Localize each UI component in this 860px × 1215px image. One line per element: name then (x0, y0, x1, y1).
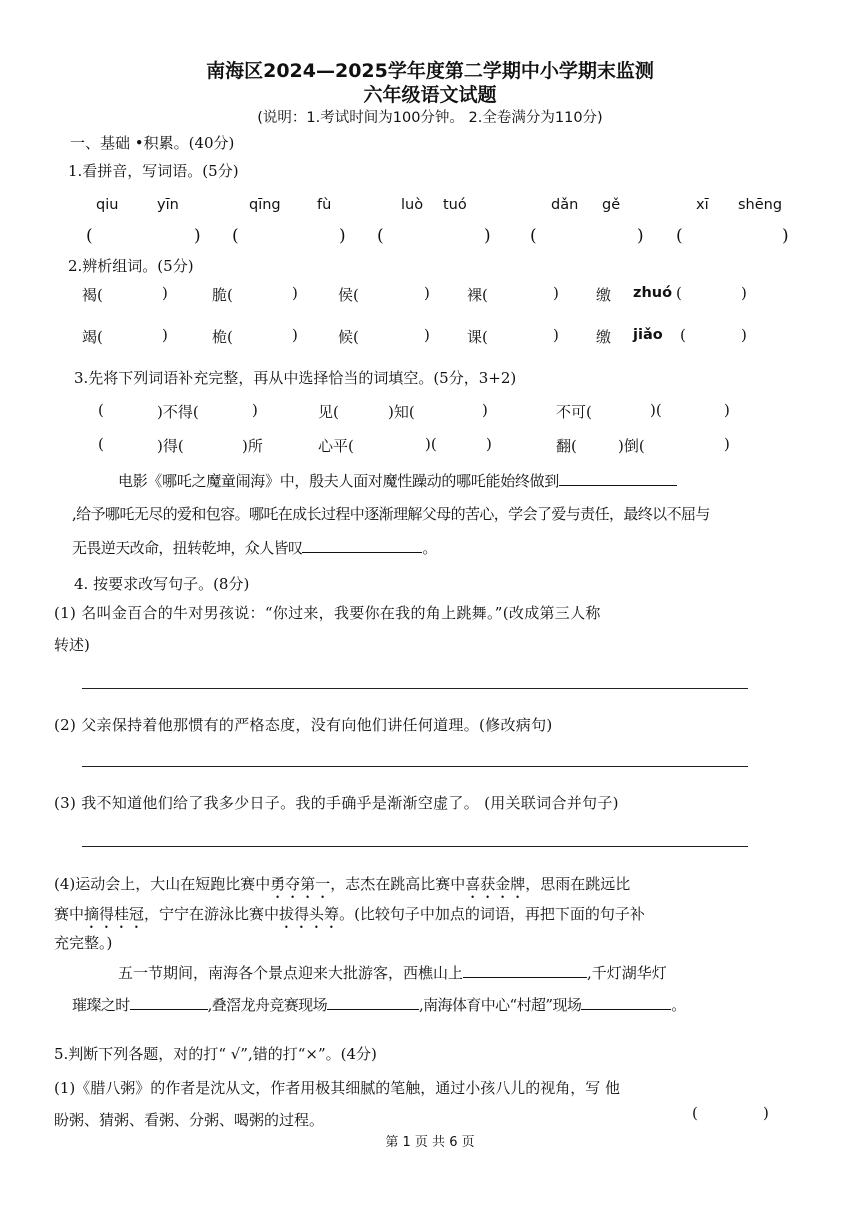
q2-r2-pinyin: jiǎo (633, 327, 663, 343)
q1-label: 1.看拼音，写词语。(5分) (68, 162, 239, 180)
q1-pinyin-1a: qiu (96, 197, 119, 213)
q5-label: 5.判断下列各题，对的打“ √”,错的打“×”。(4分) (54, 1045, 377, 1063)
q3-paragraph-line2: ,给予哪吒无尽的爱和包容。哪吒在成长过程中逐渐理解父母的苦心，学会了爱与责任，最终以不屈与 (72, 505, 710, 523)
q4-s4-text-c: ，志杰在跳高比赛中 (330, 875, 466, 893)
q1-pinyin-4b: gě (602, 197, 621, 213)
q4-s4-p1-end: ,千灯湖华灯 (587, 964, 667, 982)
q4-s4-p2-text-b: ,叠滘龙舟竞赛现场 (207, 996, 327, 1014)
q3-answer-blank-1[interactable] (559, 471, 677, 486)
q3-r2-a: ( (98, 435, 104, 453)
q4-s4-p2-text-c: ,南海体育中心“村超”现场 (418, 996, 582, 1014)
q3-r1-i: ) (724, 401, 730, 419)
q1-pinyin-3b: tuó (443, 197, 467, 213)
page-footer: 第 1 页 共 6 页 (385, 1135, 475, 1150)
q2-r2-c5-open: ( (680, 326, 686, 344)
q1-pinyin-5b: shēng (738, 197, 783, 213)
q2-r1-c5: 缴 (596, 286, 612, 304)
q5-s1-line2: 盼粥、猜粥、看粥、分粥、喝粥的过程。 (54, 1111, 325, 1129)
q1-box1-open: ( (86, 226, 93, 246)
q4-s4-para2 (72, 994, 686, 1015)
q1-box5-close: ) (782, 226, 789, 246)
q4-s1-line1: (1) 名叫金百合的牛对男孩说：“你过来，我要你在我的角上跳舞。”(改成第三人称 (54, 604, 601, 622)
q3-r2-c: )所 (242, 437, 263, 455)
q2-r2-c4-close: ) (553, 326, 559, 344)
q3-r1-f: ) (482, 401, 488, 419)
q4-s2: (2) 父亲保持着他那惯有的严格态度，没有向他们讲任何道理。(修改病句) (54, 716, 553, 734)
q1-box3-close: ) (484, 226, 491, 246)
q4-s4-text-2c: ，宁宁在游泳比赛中 (144, 905, 280, 923)
q3-paragraph-line3 (72, 537, 437, 558)
q3-answer-blank-2[interactable] (302, 538, 422, 553)
q4-s1-answer-line[interactable] (82, 688, 748, 689)
q2-r2-c3: 候( (338, 328, 359, 346)
q4-s4-dotted-word-2: 喜获金牌 (465, 875, 526, 893)
q1-pinyin-5a: xī (696, 197, 709, 213)
q3-para-text1: 电影《哪吒之魔童闹海》中，殷夫人面对魔性躁动的哪吒能始终做到 (118, 472, 560, 490)
q4-s4-line3: 充完整。) (54, 934, 113, 952)
q3-r2-g: 翻( (556, 437, 577, 455)
q3-r1-a: ( (98, 401, 104, 419)
q3-r2-i: ) (724, 435, 730, 453)
exam-note: (说明：1.考试时间为100分钟。 2.全卷满分为110分) (257, 110, 603, 126)
q4-s4-dotted-word-3: 摘得桂冠 (84, 905, 145, 923)
q2-r1-c5-open: ( (676, 284, 682, 302)
q4-s1-line2: 转述) (54, 636, 90, 654)
q3-r1-c: ) (252, 401, 258, 419)
q4-label: 4. 按要求改写句子。(8分) (74, 575, 250, 593)
q4-s4-p2-text-a: 璀璨之时 (72, 996, 130, 1014)
q4-s4-blank-2[interactable] (130, 995, 208, 1010)
q3-r2-h: )倒( (618, 437, 645, 455)
q5-s1-paren-close: ) (763, 1104, 769, 1122)
q4-s4-blank-4[interactable] (581, 995, 671, 1010)
q4-s3: (3) 我不知道他们给了我多少日子。我的手确乎是渐渐空虚了。 (用关联词合并句子) (54, 794, 619, 812)
q2-r2-c4: 课( (467, 328, 488, 346)
q4-s4-dotted-word-1: 勇夺第一 (270, 875, 331, 893)
q1-pinyin-4a: dǎn (551, 197, 579, 213)
q3-r1-b: )不得( (157, 403, 199, 421)
q2-r1-c3: 侯( (338, 286, 359, 304)
q5-s1-paren-open: ( (692, 1104, 698, 1122)
q1-pinyin-3a: luò (401, 197, 424, 213)
q2-r2-c5-close: ) (741, 326, 747, 344)
q1-pinyin-2a: qīng (249, 197, 281, 213)
q1-pinyin-2b: fù (317, 197, 332, 213)
q3-para-text3: 无畏逆天改命，扭转乾坤，众人皆叹 (72, 539, 303, 557)
q4-s4-blank-3[interactable] (327, 995, 419, 1010)
q1-box1-close: ) (194, 226, 201, 246)
q2-r2-c1-close: ) (162, 326, 168, 344)
q3-para-end: 。 (422, 539, 437, 557)
q4-s4-para1 (118, 962, 667, 983)
q2-r2-c2: 桅( (212, 328, 233, 346)
q1-box4-open: ( (530, 226, 537, 246)
q3-r2-b: )得( (157, 437, 184, 455)
q2-r2-c3-close: ) (424, 326, 430, 344)
q4-s4-dotted-word-4: 拔得头筹 (279, 905, 340, 923)
q3-r1-g: 不可( (556, 403, 592, 421)
section-heading: 一、基础 •积累。(40分) (70, 134, 235, 152)
q2-r1-c2-close: ) (292, 284, 298, 302)
q3-r1-d: 见( (318, 403, 339, 421)
q3-label: 3.先将下列词语补充完整，再从中选择恰当的词填空。(5分，3+2) (74, 369, 517, 387)
q1-box3-open: ( (377, 226, 384, 246)
q2-r1-c3-close: ) (424, 284, 430, 302)
q4-s4-text-e: ，思雨在跳远比 (525, 875, 631, 893)
q3-paragraph-line1 (118, 470, 677, 491)
q2-r1-c2: 脆( (212, 286, 233, 304)
q4-s2-answer-line[interactable] (82, 766, 748, 767)
q4-s4-text-2a: 赛中 (54, 905, 85, 923)
q2-r1-c1-close: ) (162, 284, 168, 302)
q2-r1-c4: 裸( (467, 286, 488, 304)
q4-s4-text-2e: 。(比较句子中加点的词语，再把下面的句子补 (339, 905, 645, 923)
q2-label: 2.辨析组词。(5分) (68, 257, 194, 275)
q2-r2-c5: 缴 (596, 328, 612, 346)
q4-s4-p2-end: 。 (671, 996, 686, 1014)
exam-subtitle: 六年级语文试题 (363, 84, 497, 106)
q5-s1-line1: (1)《腊八粥》的作者是沈从文，作者用极其细腻的笔触，通过小孩八儿的视角，写 他 (54, 1079, 621, 1097)
q4-s4-p1-text: 五一节期间，南海各个景点迎来大批游客，西樵山上 (118, 964, 464, 982)
q3-r2-f: ) (486, 435, 492, 453)
q2-r1-c5-close: ) (741, 284, 747, 302)
q4-s4-text-a: (4)运动会上，大山在短跑比赛中 (54, 875, 271, 893)
q4-s4-line2 (54, 903, 645, 932)
q3-r2-d: 心平( (318, 437, 354, 455)
exam-title: 南海区2024—2025学年度第二学期中小学期末监测 (206, 60, 654, 82)
q1-box5-open: ( (676, 226, 683, 246)
q2-r2-c2-close: ) (292, 326, 298, 344)
q4-s4-blank-1[interactable] (463, 963, 587, 978)
q4-s4-line1 (54, 873, 630, 902)
q3-r2-e: )( (425, 435, 437, 453)
q2-r1-pinyin: zhuó (633, 285, 673, 301)
q3-r1-e: )知( (388, 403, 415, 421)
q1-box2-close: ) (339, 226, 346, 246)
q2-r1-c4-close: ) (553, 284, 559, 302)
q2-r1-c1: 褐( (82, 286, 103, 304)
q1-pinyin-1b: yīn (157, 197, 179, 213)
q1-box2-open: ( (232, 226, 239, 246)
q1-box4-close: ) (637, 226, 644, 246)
q2-r2-c1: 竭( (82, 328, 103, 346)
q3-r1-h: )( (650, 401, 662, 419)
q4-s3-answer-line[interactable] (82, 846, 748, 847)
